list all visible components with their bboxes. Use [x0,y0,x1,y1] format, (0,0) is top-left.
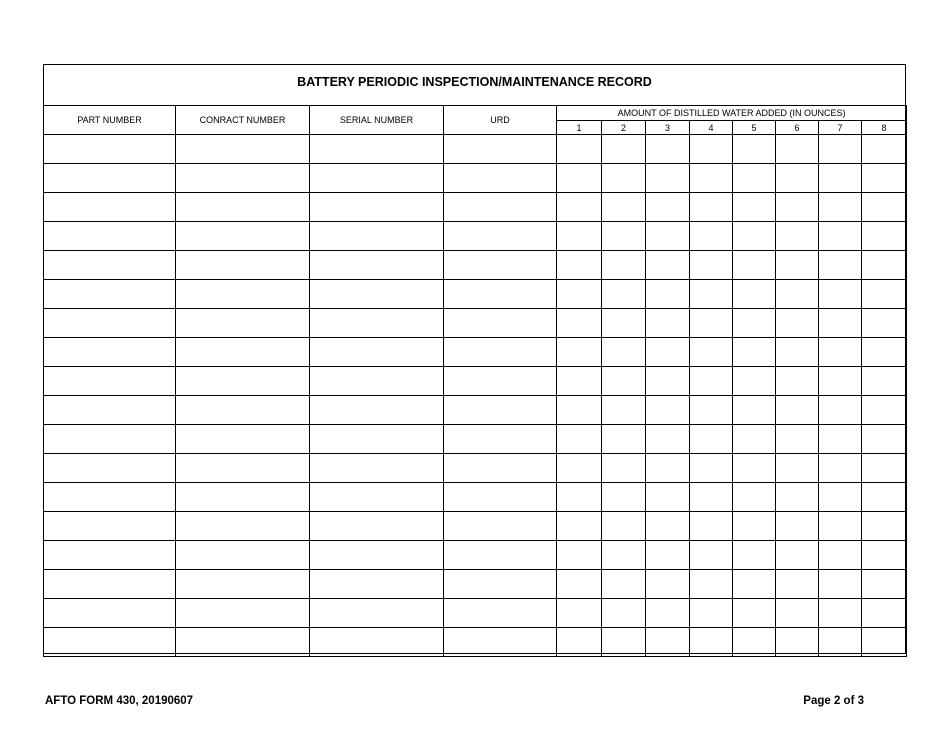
table-cell[interactable] [690,512,733,541]
table-cell[interactable] [176,454,310,483]
table-cell[interactable] [646,222,690,251]
table-cell[interactable] [444,396,557,425]
table-cell[interactable] [646,599,690,628]
col-water-2: 2 [602,121,646,135]
table-cell[interactable] [557,251,602,280]
table-cell[interactable] [819,251,862,280]
table-cell[interactable] [176,599,310,628]
table-cell[interactable] [310,425,444,454]
table-cell[interactable] [44,396,176,425]
table-cell[interactable] [646,251,690,280]
table-cell[interactable] [176,512,310,541]
table-cell[interactable] [557,222,602,251]
col-serial-number: SERIAL NUMBER [310,106,444,135]
table-cell[interactable] [602,280,646,309]
col-water-7: 7 [819,121,862,135]
table-cell[interactable] [690,193,733,222]
table-cell[interactable] [733,425,776,454]
col-water-8: 8 [862,121,907,135]
table-cell[interactable] [776,135,819,164]
col-water-5: 5 [733,121,776,135]
table-cell[interactable] [690,222,733,251]
table-cell[interactable] [176,193,310,222]
table-cell[interactable] [646,280,690,309]
col-water-6: 6 [776,121,819,135]
table-cell[interactable] [44,164,176,193]
table-cell[interactable] [690,135,733,164]
table-cell[interactable] [776,628,819,657]
table-cell[interactable] [176,222,310,251]
table-cell[interactable] [819,338,862,367]
table-cell[interactable] [602,367,646,396]
table-cell[interactable] [44,280,176,309]
table-row [44,164,907,193]
table-cell[interactable] [862,454,907,483]
table-cell[interactable] [310,483,444,512]
table-cell[interactable] [690,367,733,396]
table-cell[interactable] [310,193,444,222]
table-cell[interactable] [776,483,819,512]
table-cell[interactable] [862,280,907,309]
table-cell[interactable] [776,396,819,425]
table-row [44,454,907,483]
table-cell[interactable] [557,309,602,338]
table-cell[interactable] [557,454,602,483]
table-cell[interactable] [862,193,907,222]
table-row [44,570,907,599]
table-cell[interactable] [602,251,646,280]
table-cell[interactable] [646,628,690,657]
table-cell[interactable] [646,541,690,570]
table-cell[interactable] [602,454,646,483]
col-water-4: 4 [690,121,733,135]
table-cell[interactable] [733,135,776,164]
table-cell[interactable] [862,512,907,541]
table-cell[interactable] [44,222,176,251]
table-row [44,280,907,309]
table-cell[interactable] [646,396,690,425]
table-cell[interactable] [602,512,646,541]
table-cell[interactable] [44,541,176,570]
form-title: BATTERY PERIODIC INSPECTION/MAINTENANCE RECORD [297,75,652,89]
table-cell[interactable] [44,599,176,628]
table-cell[interactable] [776,164,819,193]
table-cell[interactable] [310,251,444,280]
table-cell[interactable] [690,396,733,425]
table-cell[interactable] [776,454,819,483]
col-part-number: PART NUMBER [44,106,176,135]
table-cell[interactable] [176,396,310,425]
table-cell[interactable] [602,599,646,628]
table-cell[interactable] [690,483,733,512]
table-cell[interactable] [862,135,907,164]
table-cell[interactable] [602,164,646,193]
table-cell[interactable] [557,135,602,164]
table-cell[interactable] [733,309,776,338]
table-cell[interactable] [444,425,557,454]
table-cell[interactable] [776,425,819,454]
table-cell[interactable] [444,570,557,599]
table-cell[interactable] [862,251,907,280]
table-cell[interactable] [733,367,776,396]
table-cell[interactable] [557,193,602,222]
table-cell[interactable] [733,396,776,425]
page-number: Page 2 of 3 [803,695,864,707]
table-cell[interactable] [733,251,776,280]
table-cell[interactable] [444,251,557,280]
table-cell[interactable] [44,628,176,657]
table-cell[interactable] [602,309,646,338]
table-cell[interactable] [310,570,444,599]
table-cell[interactable] [690,628,733,657]
table-cell[interactable] [557,599,602,628]
form-box [43,64,906,654]
table-cell[interactable] [557,280,602,309]
table-cell[interactable] [602,396,646,425]
table-row [44,193,907,222]
table-cell[interactable] [646,425,690,454]
table-cell[interactable] [557,483,602,512]
table-cell[interactable] [176,628,310,657]
table-cell[interactable] [862,599,907,628]
table-row [44,628,907,657]
table-cell[interactable] [733,628,776,657]
table-cell[interactable] [44,483,176,512]
table-cell[interactable] [44,309,176,338]
table-cell[interactable] [310,454,444,483]
table-cell[interactable] [646,570,690,599]
table-cell[interactable] [310,280,444,309]
table-cell[interactable] [557,367,602,396]
table-cell[interactable] [776,222,819,251]
table-cell[interactable] [646,483,690,512]
table-row [44,338,907,367]
table-cell[interactable] [602,628,646,657]
table-cell[interactable] [444,454,557,483]
table-cell[interactable] [444,512,557,541]
table-cell[interactable] [862,396,907,425]
col-water-header: AMOUNT OF DISTILLED WATER ADDED (IN OUNCES) [557,106,907,121]
table-cell[interactable] [646,454,690,483]
table-cell[interactable] [176,164,310,193]
table-cell[interactable] [444,599,557,628]
table-cell[interactable] [690,570,733,599]
table-cell[interactable] [176,135,310,164]
table-cell[interactable] [444,193,557,222]
table-cell[interactable] [646,309,690,338]
table-cell[interactable] [444,483,557,512]
table-cell[interactable] [646,367,690,396]
table-cell[interactable] [557,570,602,599]
table-cell[interactable] [819,280,862,309]
table-cell[interactable] [557,396,602,425]
table-cell[interactable] [602,338,646,367]
table-cell[interactable] [602,425,646,454]
table-cell[interactable] [819,454,862,483]
table-cell[interactable] [819,512,862,541]
table-cell[interactable] [690,251,733,280]
table-cell[interactable] [776,367,819,396]
table-cell[interactable] [444,541,557,570]
table-cell[interactable] [862,367,907,396]
form-id: AFTO FORM 430, 20190607 [45,695,194,707]
table-cell[interactable] [733,164,776,193]
table-cell[interactable] [44,251,176,280]
table-cell[interactable] [310,135,444,164]
table-cell[interactable] [733,454,776,483]
record-table [43,105,907,657]
table-cell[interactable] [690,425,733,454]
col-urd: URD [444,106,557,135]
table-cell[interactable] [733,570,776,599]
table-cell[interactable] [819,193,862,222]
table-cell[interactable] [862,309,907,338]
table-row [44,541,907,570]
table-cell[interactable] [819,599,862,628]
table-cell[interactable] [310,309,444,338]
table-cell[interactable] [176,251,310,280]
table-cell[interactable] [819,483,862,512]
table-cell[interactable] [690,309,733,338]
table-cell[interactable] [44,570,176,599]
table-cell[interactable] [819,309,862,338]
table-row [44,483,907,512]
table-cell[interactable] [602,483,646,512]
table-cell[interactable] [44,454,176,483]
table-cell[interactable] [44,425,176,454]
table-cell[interactable] [733,222,776,251]
table-cell[interactable] [646,135,690,164]
table-cell[interactable] [310,367,444,396]
table-cell[interactable] [44,367,176,396]
table-cell[interactable] [557,628,602,657]
table-cell[interactable] [776,280,819,309]
table-row [44,251,907,280]
table-cell[interactable] [776,193,819,222]
table-cell[interactable] [733,193,776,222]
table-row [44,367,907,396]
table-cell[interactable] [44,338,176,367]
table-cell[interactable] [862,222,907,251]
table-cell[interactable] [176,338,310,367]
table-cell[interactable] [444,164,557,193]
table-cell[interactable] [602,541,646,570]
table-cell[interactable] [557,338,602,367]
table-cell[interactable] [776,512,819,541]
table-cell[interactable] [444,338,557,367]
table-cell[interactable] [176,483,310,512]
table-cell[interactable] [819,135,862,164]
table-cell[interactable] [733,338,776,367]
table-cell[interactable] [310,396,444,425]
table-row [44,425,907,454]
table-cell[interactable] [776,251,819,280]
table-cell[interactable] [310,338,444,367]
table-cell[interactable] [176,280,310,309]
table-cell[interactable] [733,483,776,512]
table-cell[interactable] [690,164,733,193]
table-cell[interactable] [444,309,557,338]
table-cell[interactable] [733,599,776,628]
table-cell[interactable] [310,164,444,193]
table-cell[interactable] [776,309,819,338]
table-cell[interactable] [733,541,776,570]
table-row [44,135,907,164]
table-row [44,599,907,628]
table-cell[interactable] [310,512,444,541]
table-cell[interactable] [819,425,862,454]
table-cell[interactable] [690,280,733,309]
table-cell[interactable] [602,193,646,222]
table-row [44,512,907,541]
table-cell[interactable] [176,425,310,454]
table-cell[interactable] [862,570,907,599]
table-cell[interactable] [444,222,557,251]
table-cell[interactable] [776,541,819,570]
table-cell[interactable] [176,570,310,599]
table-cell[interactable] [690,338,733,367]
table-cell[interactable] [819,396,862,425]
table-cell[interactable] [646,164,690,193]
col-water-3: 3 [646,121,690,135]
table-cell[interactable] [862,164,907,193]
table-cell[interactable] [862,541,907,570]
table-row [44,309,907,338]
table-cell[interactable] [44,512,176,541]
table-row [44,396,907,425]
col-contract-number: CONRACT NUMBER [176,106,310,135]
table-cell[interactable] [44,193,176,222]
table-cell[interactable] [557,425,602,454]
table-cell[interactable] [444,367,557,396]
table-cell[interactable] [602,570,646,599]
table-cell[interactable] [176,541,310,570]
table-cell[interactable] [819,628,862,657]
table-cell[interactable] [646,193,690,222]
table-cell[interactable] [44,135,176,164]
col-water-1: 1 [557,121,602,135]
table-cell[interactable] [733,512,776,541]
table-cell[interactable] [557,512,602,541]
table-row [44,222,907,251]
table-cell[interactable] [862,425,907,454]
table-cell[interactable] [819,541,862,570]
table-cell[interactable] [862,483,907,512]
table-cell[interactable] [310,599,444,628]
table-cell[interactable] [646,338,690,367]
table-cell[interactable] [690,454,733,483]
table-cell[interactable] [444,280,557,309]
table-cell[interactable] [557,541,602,570]
table-cell[interactable] [776,599,819,628]
table-cell[interactable] [776,338,819,367]
table-cell[interactable] [310,628,444,657]
table-cell[interactable] [862,628,907,657]
table-cell[interactable] [646,512,690,541]
table-cell[interactable] [602,135,646,164]
table-cell[interactable] [176,367,310,396]
table-cell[interactable] [310,222,444,251]
table-cell[interactable] [690,599,733,628]
table-cell[interactable] [819,367,862,396]
table-cell[interactable] [690,541,733,570]
table-cell[interactable] [310,541,444,570]
table-cell[interactable] [176,309,310,338]
table-cell[interactable] [776,570,819,599]
table-cell[interactable] [819,164,862,193]
table-cell[interactable] [557,164,602,193]
table-cell[interactable] [444,628,557,657]
table-cell[interactable] [733,280,776,309]
table-cell[interactable] [862,338,907,367]
table-cell[interactable] [444,135,557,164]
table-cell[interactable] [819,570,862,599]
table-cell[interactable] [819,222,862,251]
table-cell[interactable] [602,222,646,251]
